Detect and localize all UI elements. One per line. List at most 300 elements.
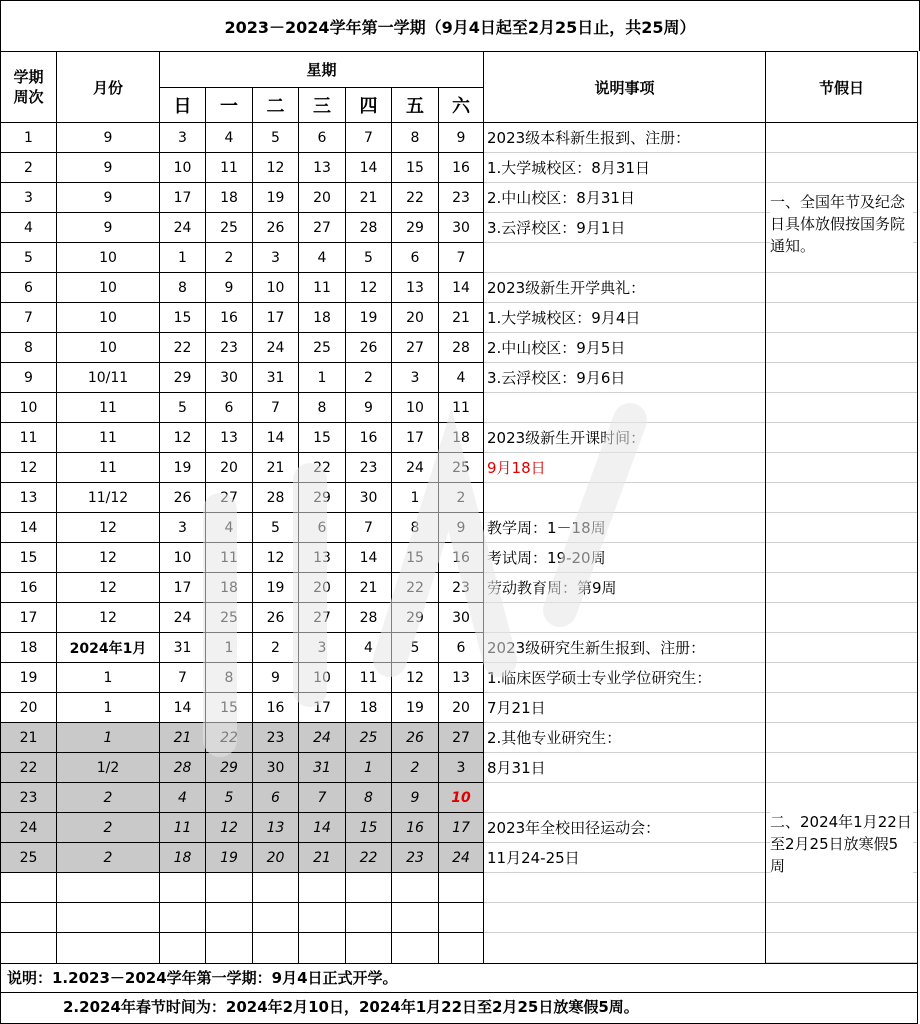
- day-cell: 17: [160, 573, 206, 603]
- day-cell: 28: [439, 333, 484, 363]
- note-line: [484, 603, 765, 633]
- day-cell: 14: [346, 153, 392, 183]
- day-cell: 19: [346, 303, 392, 333]
- month-cell: 10: [57, 333, 160, 363]
- day-cell: 14: [160, 693, 206, 723]
- day-cell: 17: [392, 423, 439, 453]
- weekday-header-5: 五: [392, 87, 439, 123]
- holiday-gridline: [766, 363, 917, 393]
- day-cell: 21: [253, 453, 299, 483]
- day-cell: 24: [253, 333, 299, 363]
- day-cell: 2: [206, 243, 253, 273]
- day-cell: 1: [206, 633, 253, 663]
- note-line: 2023级研究生新生报到、注册：: [484, 633, 765, 663]
- note-line: 8月31日: [484, 753, 765, 783]
- day-cell: 21: [160, 723, 206, 753]
- day-cell: 7: [299, 783, 346, 813]
- day-cell: 1: [160, 243, 206, 273]
- day-cell: 12: [206, 813, 253, 843]
- note-line: 7月21日: [484, 693, 765, 723]
- day-cell: 19: [160, 453, 206, 483]
- month-cell: 9: [57, 123, 160, 153]
- day-cell: 17: [299, 693, 346, 723]
- day-cell: 6: [206, 393, 253, 423]
- holiday-gridline: [766, 873, 917, 903]
- day-cell: 27: [392, 333, 439, 363]
- month-cell: 11/12: [57, 483, 160, 513]
- day-cell: 15: [299, 423, 346, 453]
- day-cell: 16: [392, 813, 439, 843]
- day-cell: 12: [160, 423, 206, 453]
- notes-header: 说明事项: [484, 52, 766, 123]
- day-cell: 29: [206, 753, 253, 783]
- day-cell: 22: [346, 843, 392, 873]
- day-cell: 16: [206, 303, 253, 333]
- day-cell: 12: [392, 663, 439, 693]
- day-cell: 5: [253, 123, 299, 153]
- week-cell: 22: [1, 753, 57, 783]
- day-cell: [439, 933, 484, 963]
- holiday-gridline: [766, 513, 917, 543]
- day-cell: 28: [160, 753, 206, 783]
- month-cell: 12: [57, 573, 160, 603]
- month-cell: 10/11: [57, 363, 160, 393]
- day-cell: 2: [439, 483, 484, 513]
- day-cell: 23: [346, 453, 392, 483]
- day-cell: 3: [439, 753, 484, 783]
- holiday-note-1: 一、全国年节及纪念日具体放假按国务院通知。: [770, 191, 913, 257]
- day-cell: 10: [439, 783, 484, 813]
- month-cell: [57, 903, 160, 933]
- month-cell: 1: [57, 663, 160, 693]
- day-cell: 7: [439, 243, 484, 273]
- day-cell: 14: [299, 813, 346, 843]
- holiday-gridline: [766, 783, 917, 813]
- day-cell: 21: [346, 573, 392, 603]
- note-line: 3.云浮校区：9月6日: [484, 363, 765, 393]
- day-cell: 28: [346, 213, 392, 243]
- note-line: 考试周：19-20周: [484, 543, 765, 573]
- week-cell: 21: [1, 723, 57, 753]
- day-cell: 2: [346, 363, 392, 393]
- note-line: [484, 873, 765, 903]
- note-line: 2023级本科新生报到、注册：: [484, 123, 765, 153]
- month-cell: 1/2: [57, 753, 160, 783]
- holiday-gridline: [766, 123, 917, 153]
- week-cell: 2: [1, 153, 57, 183]
- day-cell: 24: [160, 213, 206, 243]
- day-cell: 9: [392, 783, 439, 813]
- day-cell: 10: [160, 543, 206, 573]
- holiday-gridline: [766, 753, 917, 783]
- day-cell: 3: [160, 513, 206, 543]
- day-cell: [439, 873, 484, 903]
- day-cell: 12: [253, 153, 299, 183]
- day-cell: 21: [299, 843, 346, 873]
- day-cell: 5: [346, 243, 392, 273]
- day-cell: [253, 873, 299, 903]
- day-cell: [346, 873, 392, 903]
- weekday-group-header: 星期: [160, 52, 484, 88]
- day-cell: 9: [439, 513, 484, 543]
- day-cell: 13: [253, 813, 299, 843]
- week-cell: 3: [1, 183, 57, 213]
- month-cell: 10: [57, 243, 160, 273]
- holiday-gridline: [766, 483, 917, 513]
- day-cell: 25: [206, 603, 253, 633]
- day-cell: 30: [253, 753, 299, 783]
- day-cell: 27: [206, 483, 253, 513]
- day-cell: 13: [392, 273, 439, 303]
- day-cell: 15: [206, 693, 253, 723]
- day-cell: [160, 903, 206, 933]
- week-cell: 10: [1, 393, 57, 423]
- day-cell: 1: [346, 753, 392, 783]
- note-line: 9月18日: [484, 453, 765, 483]
- day-cell: 25: [206, 213, 253, 243]
- day-cell: 20: [439, 693, 484, 723]
- day-cell: [346, 933, 392, 963]
- day-cell: 21: [346, 183, 392, 213]
- day-cell: 19: [253, 573, 299, 603]
- day-cell: 22: [392, 573, 439, 603]
- day-cell: 16: [439, 543, 484, 573]
- day-cell: 10: [392, 393, 439, 423]
- day-cell: 26: [346, 333, 392, 363]
- day-cell: 10: [253, 273, 299, 303]
- note-line: 2023年全校田径运动会：: [484, 813, 765, 843]
- day-cell: 23: [439, 573, 484, 603]
- weekday-header-3: 三: [299, 87, 346, 123]
- day-cell: 1: [392, 483, 439, 513]
- note-line: 2.中山校区：8月31日: [484, 183, 765, 213]
- day-cell: 22: [299, 453, 346, 483]
- day-cell: 10: [160, 153, 206, 183]
- week-cell: 12: [1, 453, 57, 483]
- month-cell: 12: [57, 543, 160, 573]
- day-cell: 19: [253, 183, 299, 213]
- month-cell: 2024年1月: [57, 633, 160, 663]
- day-cell: 1: [299, 363, 346, 393]
- day-cell: 5: [206, 783, 253, 813]
- day-cell: 18: [206, 573, 253, 603]
- holiday-gridline: [766, 723, 917, 753]
- note-line: [484, 783, 765, 813]
- day-cell: 20: [206, 453, 253, 483]
- day-cell: 3: [392, 363, 439, 393]
- day-cell: 6: [439, 633, 484, 663]
- holidays-header: 节假日: [766, 52, 918, 123]
- day-cell: 2: [392, 753, 439, 783]
- week-cell: 4: [1, 213, 57, 243]
- day-cell: 27: [299, 603, 346, 633]
- holiday-gridline: [766, 423, 917, 453]
- holiday-note-2: 二、2024年1月22日至2月25日放寒假5周: [770, 813, 912, 875]
- week-cell: 11: [1, 423, 57, 453]
- day-cell: [346, 903, 392, 933]
- week-cell: 6: [1, 273, 57, 303]
- day-cell: 4: [160, 783, 206, 813]
- week-cell: 15: [1, 543, 57, 573]
- day-cell: 24: [439, 843, 484, 873]
- day-cell: 11: [160, 813, 206, 843]
- holiday-gridline: [766, 663, 917, 693]
- day-cell: [253, 903, 299, 933]
- day-cell: 2: [253, 633, 299, 663]
- month-cell: 10: [57, 273, 160, 303]
- day-cell: 9: [439, 123, 484, 153]
- weekday-header-0: 日: [160, 87, 206, 123]
- day-cell: 3: [299, 633, 346, 663]
- day-cell: 18: [160, 843, 206, 873]
- day-cell: 30: [439, 603, 484, 633]
- note-line: 11月24-25日: [484, 843, 765, 873]
- day-cell: 9: [346, 393, 392, 423]
- month-cell: 12: [57, 513, 160, 543]
- day-cell: 11: [206, 153, 253, 183]
- day-cell: 8: [160, 273, 206, 303]
- day-cell: 3: [253, 243, 299, 273]
- day-cell: [206, 903, 253, 933]
- week-cell: 1: [1, 123, 57, 153]
- day-cell: 8: [206, 663, 253, 693]
- note-line: [484, 903, 765, 933]
- note-line: 2.中山校区：9月5日: [484, 333, 765, 363]
- day-cell: [299, 873, 346, 903]
- week-cell: 5: [1, 243, 57, 273]
- calendar-table: [0, 51, 918, 964]
- month-cell: 11: [57, 423, 160, 453]
- day-cell: 29: [160, 363, 206, 393]
- day-cell: 29: [299, 483, 346, 513]
- table-row: [1, 123, 918, 153]
- holiday-gridline: [766, 153, 917, 183]
- day-cell: 15: [392, 543, 439, 573]
- week-cell: 24: [1, 813, 57, 843]
- day-cell: [253, 933, 299, 963]
- day-cell: 30: [346, 483, 392, 513]
- note-line: 1.大学城校区：9月4日: [484, 303, 765, 333]
- day-cell: 19: [392, 693, 439, 723]
- day-cell: 4: [206, 123, 253, 153]
- day-cell: [392, 903, 439, 933]
- note-line: 2023级新生开课时间：: [484, 423, 765, 453]
- day-cell: [160, 873, 206, 903]
- day-cell: 23: [206, 333, 253, 363]
- day-cell: 12: [346, 273, 392, 303]
- day-cell: 13: [206, 423, 253, 453]
- day-cell: 14: [439, 273, 484, 303]
- month-cell: 10: [57, 303, 160, 333]
- week-cell: 9: [1, 363, 57, 393]
- day-cell: 22: [206, 723, 253, 753]
- day-cell: 8: [346, 783, 392, 813]
- day-cell: 27: [299, 213, 346, 243]
- month-cell: 2: [57, 843, 160, 873]
- day-cell: 3: [160, 123, 206, 153]
- day-cell: 18: [439, 423, 484, 453]
- day-cell: 27: [439, 723, 484, 753]
- week-cell: 20: [1, 693, 57, 723]
- calendar-title: 2023－2024学年第一学期（9月4日起至2月25日止，共25周）: [0, 0, 920, 51]
- week-cell: 7: [1, 303, 57, 333]
- month-header: 月份: [57, 52, 160, 123]
- day-cell: 22: [160, 333, 206, 363]
- day-cell: 29: [392, 213, 439, 243]
- day-cell: [299, 903, 346, 933]
- day-cell: 11: [346, 663, 392, 693]
- month-cell: 11: [57, 453, 160, 483]
- day-cell: 26: [253, 213, 299, 243]
- note-line: 教学周：1－18周: [484, 513, 765, 543]
- day-cell: 7: [346, 123, 392, 153]
- holiday-gridline: [766, 543, 917, 573]
- day-cell: 11: [299, 273, 346, 303]
- day-cell: 6: [392, 243, 439, 273]
- weekday-header-6: 六: [439, 87, 484, 123]
- week-cell: 19: [1, 663, 57, 693]
- day-cell: 10: [299, 663, 346, 693]
- month-cell: 2: [57, 783, 160, 813]
- day-cell: 20: [392, 303, 439, 333]
- day-cell: 5: [160, 393, 206, 423]
- week-cell: [1, 933, 57, 963]
- note-line: [484, 393, 765, 423]
- day-cell: 11: [439, 393, 484, 423]
- day-cell: 6: [253, 783, 299, 813]
- day-cell: 30: [206, 363, 253, 393]
- day-cell: 31: [160, 633, 206, 663]
- note-line: 2.其他专业研究生：: [484, 723, 765, 753]
- week-cell: [1, 903, 57, 933]
- day-cell: 9: [206, 273, 253, 303]
- day-cell: 17: [439, 813, 484, 843]
- holidays-column: [766, 123, 918, 964]
- day-cell: 16: [346, 423, 392, 453]
- day-cell: 17: [160, 183, 206, 213]
- week-cell: 8: [1, 333, 57, 363]
- day-cell: 20: [299, 573, 346, 603]
- month-cell: 2: [57, 813, 160, 843]
- month-cell: 1: [57, 723, 160, 753]
- day-cell: 24: [160, 603, 206, 633]
- day-cell: 4: [346, 633, 392, 663]
- day-cell: [206, 873, 253, 903]
- note-line: 2023级新生开学典礼：: [484, 273, 765, 303]
- note-line: 1.大学城校区：8月31日: [484, 153, 765, 183]
- weekday-header-2: 二: [253, 87, 299, 123]
- day-cell: 17: [253, 303, 299, 333]
- day-cell: 26: [253, 603, 299, 633]
- note-line: 3.云浮校区：9月1日: [484, 213, 765, 243]
- day-cell: 19: [206, 843, 253, 873]
- month-cell: [57, 873, 160, 903]
- day-cell: 18: [299, 303, 346, 333]
- day-cell: 22: [392, 183, 439, 213]
- day-cell: 24: [392, 453, 439, 483]
- day-cell: 20: [253, 843, 299, 873]
- day-cell: 12: [253, 543, 299, 573]
- day-cell: 25: [299, 333, 346, 363]
- day-cell: 9: [253, 663, 299, 693]
- day-cell: 28: [346, 603, 392, 633]
- month-cell: 9: [57, 183, 160, 213]
- day-cell: 13: [299, 153, 346, 183]
- day-cell: 14: [346, 543, 392, 573]
- day-cell: 14: [253, 423, 299, 453]
- day-cell: 20: [299, 183, 346, 213]
- day-cell: 21: [439, 303, 484, 333]
- day-cell: 26: [160, 483, 206, 513]
- day-cell: 5: [253, 513, 299, 543]
- day-cell: 7: [346, 513, 392, 543]
- holiday-gridline: [766, 903, 917, 933]
- day-cell: 18: [346, 693, 392, 723]
- footer-note-2: 2.2024年春节时间为：2024年2月10日，2024年1月22日至2月25日放寒假5周。: [0, 993, 918, 1024]
- week-cell: 23: [1, 783, 57, 813]
- month-cell: 9: [57, 153, 160, 183]
- note-line: 劳动教育周：第9周: [484, 573, 765, 603]
- day-cell: [206, 933, 253, 963]
- day-cell: 11: [206, 543, 253, 573]
- week-number-header: 学期 周次: [1, 52, 57, 123]
- day-cell: 13: [439, 663, 484, 693]
- day-cell: 8: [392, 513, 439, 543]
- holiday-gridline: [766, 393, 917, 423]
- holiday-gridline: [766, 303, 917, 333]
- day-cell: 31: [253, 363, 299, 393]
- day-cell: 5: [392, 633, 439, 663]
- day-cell: 29: [392, 603, 439, 633]
- holiday-gridline: [766, 273, 917, 303]
- day-cell: [299, 933, 346, 963]
- holiday-gridline: [766, 693, 917, 723]
- note-line: 1.临床医学硕士专业学位研究生：: [484, 663, 765, 693]
- weekday-header-4: 四: [346, 87, 392, 123]
- note-line: [484, 243, 765, 273]
- day-cell: 31: [299, 753, 346, 783]
- holiday-gridline: [766, 573, 917, 603]
- day-cell: 15: [346, 813, 392, 843]
- week-cell: 16: [1, 573, 57, 603]
- day-cell: [439, 903, 484, 933]
- day-cell: 23: [392, 843, 439, 873]
- holiday-gridline: [766, 333, 917, 363]
- holiday-gridline: [766, 603, 917, 633]
- day-cell: 13: [299, 543, 346, 573]
- day-cell: 8: [392, 123, 439, 153]
- month-cell: 1: [57, 693, 160, 723]
- day-cell: 24: [299, 723, 346, 753]
- week-cell: 13: [1, 483, 57, 513]
- day-cell: 23: [439, 183, 484, 213]
- day-cell: 30: [439, 213, 484, 243]
- day-cell: 18: [206, 183, 253, 213]
- day-cell: 26: [392, 723, 439, 753]
- day-cell: 25: [346, 723, 392, 753]
- month-cell: 9: [57, 213, 160, 243]
- week-cell: 17: [1, 603, 57, 633]
- week-cell: 18: [1, 633, 57, 663]
- day-cell: 23: [253, 723, 299, 753]
- week-cell: 25: [1, 843, 57, 873]
- month-cell: 12: [57, 603, 160, 633]
- day-cell: 6: [299, 513, 346, 543]
- day-cell: 7: [160, 663, 206, 693]
- weekday-header-1: 一: [206, 87, 253, 123]
- holiday-gridline: [766, 933, 917, 963]
- month-cell: 11: [57, 393, 160, 423]
